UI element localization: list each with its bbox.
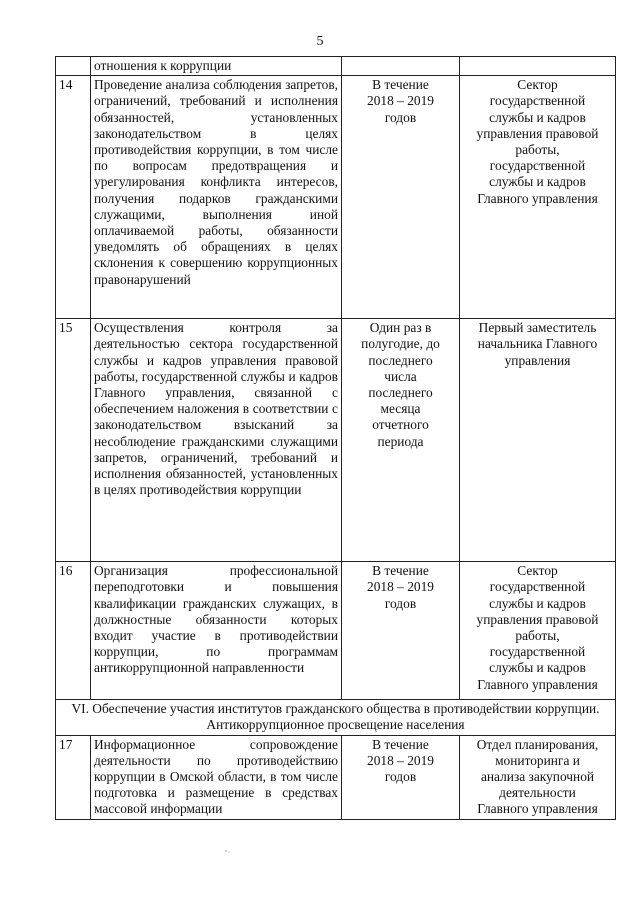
- page-number: 5: [316, 34, 324, 49]
- term-cell: В течение 2018 – 2019 годов: [342, 562, 460, 700]
- term-cell: В течение 2018 – 2019 годов: [342, 76, 460, 319]
- table-row: [56, 319, 616, 562]
- row-number: 14: [56, 76, 91, 319]
- section-heading-row: [56, 700, 616, 735]
- measure-description: отношения к коррупции: [91, 57, 342, 76]
- table-row: [56, 76, 616, 319]
- row-number-cell: [56, 57, 91, 76]
- measures-table: [55, 56, 616, 820]
- table-row: [56, 735, 616, 819]
- table-row: [56, 562, 616, 700]
- term-cell: [342, 57, 460, 76]
- table-row-continued: [56, 57, 616, 76]
- section-heading: VI. Обеспечение участия институтов гражданского общества в противодействии коррупции. Антикоррупционное просвещение населения: [56, 700, 616, 735]
- responsible-cell: Отдел планирования, мониторинга и анализа закупочной деятельности Главного управления: [460, 735, 616, 819]
- measure-description: Осуществления контроля за деятельностью сектора государственной службы и кадров управления правовой работы, государственной службы и кадров Главного управления, связанной с обеспечением наложения в соответствии с законодательством взысканий за несоблюдение гражданскими служащими запретов, ограничений, требований и исполнения обязанностей, установленных в целях противодействия коррупции: [91, 319, 342, 562]
- row-number: 15: [56, 319, 91, 562]
- measure-description: Проведение анализа соблюдения запретов, ограничений, требований и исполнения обязанностей, установленных законодательством в целях противодействия коррупции, в том числе по вопросам предотвращения и урегулирования конфликта интересов, получения подарков гражданскими служащими, выполнения иной оплачиваемой работы, обязанности уведомлять об обращениях в целях склонения к совершению коррупционных правонарушений: [91, 76, 342, 319]
- measure-description: Информационное сопровождение деятельности по противодействию коррупции в Омской области, в том числе подготовка и размещение в средствах массовой информации: [91, 735, 342, 819]
- responsible-cell: Первый заместитель начальника Главного управления: [460, 319, 616, 562]
- measure-description: Организация профессиональной переподготовки и повышения квалификации гражданских служащих, в должностные обязанности которых входит участие в противодействии коррупции, по программам антикоррупционной направленности: [91, 562, 342, 700]
- responsible-cell: Сектор государственной службы и кадров управления правовой работы, государственной службы и кадров Главного управления: [460, 562, 616, 700]
- term-cell: Один раз в полугодие, до последнего числа последнего месяца отчетного периода: [342, 319, 460, 562]
- row-number: 17: [56, 735, 91, 819]
- responsible-cell: [460, 57, 616, 76]
- term-cell: В течение 2018 – 2019 годов: [342, 735, 460, 819]
- row-number: 16: [56, 562, 91, 700]
- responsible-cell: Сектор государственной службы и кадров управления правовой работы, государственной службы и кадров Главного управления: [460, 76, 616, 319]
